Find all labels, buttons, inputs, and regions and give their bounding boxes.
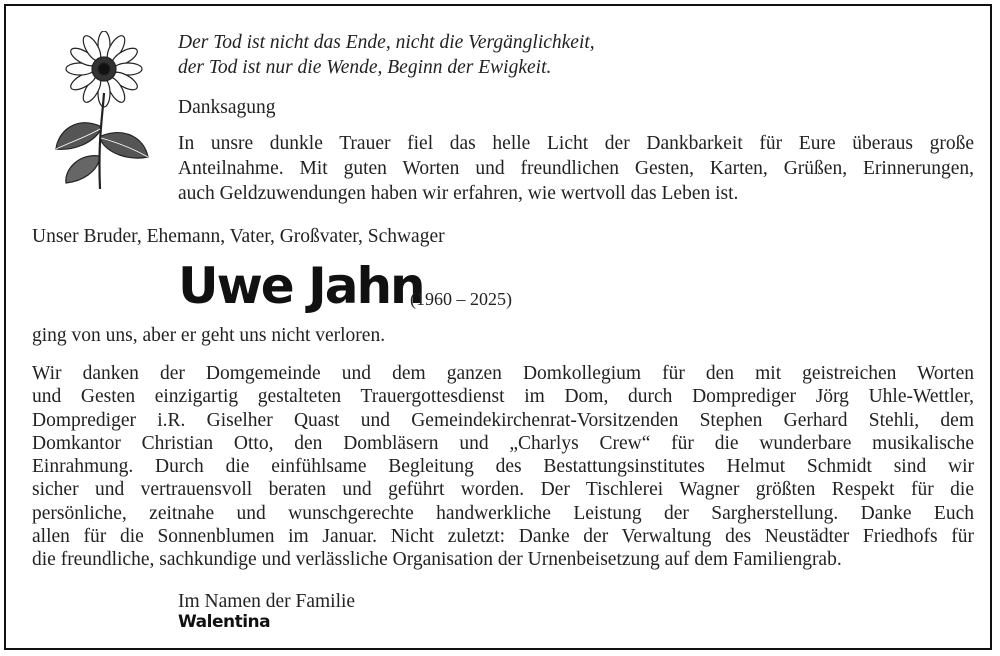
thanks-line: sicher und vertrauensvoll beraten und geführt worden. Der Tischlerei Wagner größten Respekt für die	[32, 479, 974, 501]
relation-line: Unser Bruder, Ehemann, Vater, Großvater, Schwager	[32, 226, 445, 247]
intro-line: Anteilnahme. Mit guten Worten und freundlichen Gesten, Karten, Grüßen, Erinnerungen,	[178, 158, 974, 179]
thanks-line: Domkantor Christian Otto, den Dombläsern und „Charlys Crew“ für die wunderbare musikalische	[32, 432, 974, 454]
obituary-notice	[4, 4, 992, 650]
thanks-line: allen für die Sonnenblumen im Januar. Nicht zuletzt: Danke der Verwaltung des Neustädter Friedhofs für	[32, 526, 974, 548]
sunflower-icon	[46, 31, 166, 191]
went-line: ging von uns, aber er geht uns nicht verloren.	[32, 325, 386, 346]
thanks-paragraph	[32, 362, 974, 572]
thanks-line: persönliche, zeitnahe und wunschgerechte handwerkliche Leistung der Sargherstellung. Danke Euch	[32, 502, 974, 524]
motto-quote	[178, 30, 595, 80]
motto-line: Der Tod ist nicht das Ende, nicht die Vergänglichkeit,	[178, 32, 595, 53]
thanks-line: Einrahmung. Durch die einfühlsame Begleitung des Bestattungsinstitutes Helmut Schmidt sind wir	[32, 456, 974, 478]
signer-name: Walentina	[178, 612, 271, 632]
thanks-line: Wir danken der Domgemeinde und dem ganzen Domkollegium für den mit geistreichen Worten	[32, 363, 974, 384]
intro-line: auch Geldzuwendungen haben wir erfahren, wie wertvoll das Leben ist.	[178, 183, 739, 204]
intro-line: In unsre dunkle Trauer fiel das helle Licht der Dankbarkeit für Eure überaus große	[178, 133, 974, 154]
deceased-name: Uwe Jahn	[178, 257, 424, 315]
life-years: (1960 – 2025)	[410, 289, 512, 309]
thanks-line: die freundliche, sachkundige und verlässliche Organisation der Urnenbeisetzung auf dem Familiengrab.	[32, 549, 842, 571]
thanks-line: und Gesten einzigartig gestalteten Trauergottesdienst im Dom, durch Domprediger Jörg Uhle-Wettler,	[32, 386, 974, 408]
thanks-line: Domprediger i.R. Giselher Quast und Gemeindekirchenrat-Vorsitzenden Stephen Gerhard Stehli, dem	[32, 409, 974, 431]
intro-paragraph	[178, 131, 974, 206]
motto-line: der Tod ist nur die Wende, Beginn der Ewigkeit.	[178, 57, 552, 78]
on-behalf-line: Im Namen der Familie	[178, 591, 356, 612]
heading-danksagung: Danksagung	[178, 97, 276, 118]
